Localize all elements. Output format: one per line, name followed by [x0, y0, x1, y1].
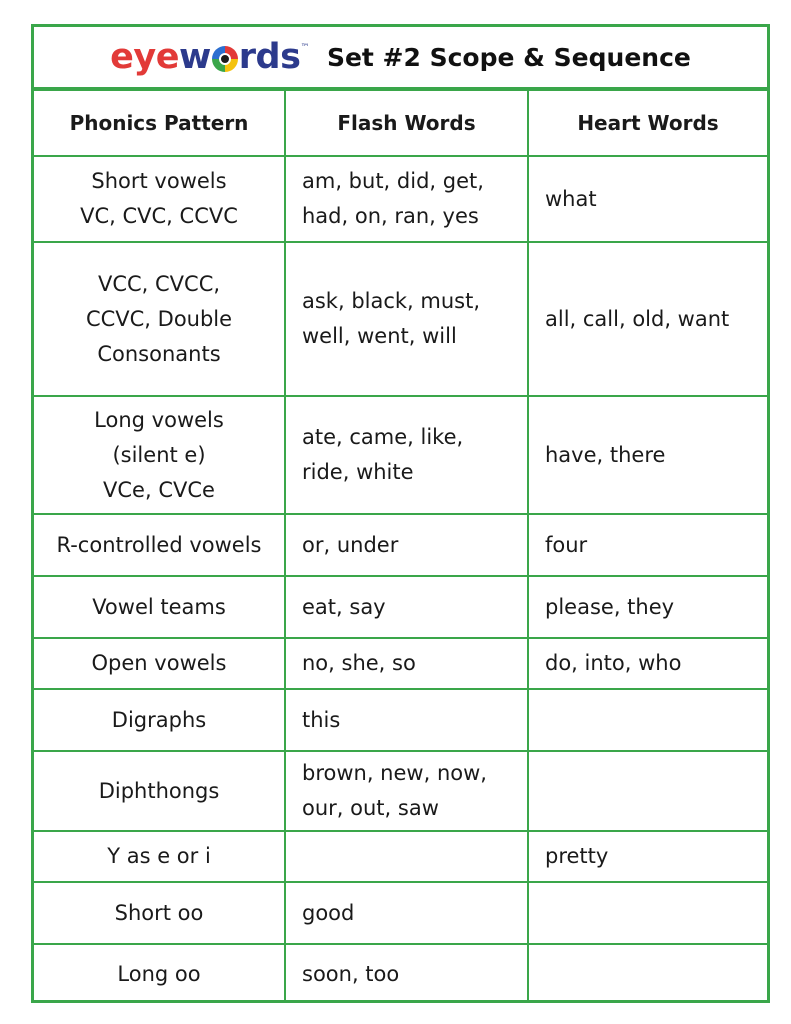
scope-sequence-chart — [31, 24, 770, 1003]
cell-line: Short oo — [114, 900, 204, 925]
cell-line: VCe, CVCe — [103, 477, 215, 502]
cell-line: Diphthongs — [98, 778, 220, 803]
phonics-pattern-cell — [34, 396, 285, 514]
cell-line: R-controlled vowels — [56, 532, 262, 557]
cell-line: Long vowels — [94, 407, 224, 432]
flash-words-cell — [285, 638, 528, 689]
cell-line: Long oo — [117, 961, 201, 986]
heart-words-cell — [528, 242, 767, 396]
heart-words-cell — [528, 831, 767, 882]
table-row — [34, 689, 767, 751]
phonics-pattern-cell — [34, 882, 285, 944]
table-row — [34, 638, 767, 689]
flash-words-cell — [285, 396, 528, 514]
cell-line: no, she, so — [302, 651, 416, 675]
cell-line: or, under — [302, 532, 399, 557]
heart-words-cell — [528, 514, 767, 576]
flash-words-cell — [285, 831, 528, 882]
phonics-pattern-cell — [34, 242, 285, 396]
trademark-mark: ™ — [300, 43, 309, 53]
table-row — [34, 396, 767, 514]
cell-line: CCVC, Double — [85, 306, 233, 331]
heart-words-cell — [528, 689, 767, 751]
cell-line: VC, CVC, CCVC — [80, 204, 238, 228]
phonics-pattern-cell — [34, 751, 285, 831]
cell-line: VCC, CVCC, — [97, 271, 221, 296]
flash-words-cell — [285, 576, 528, 638]
column-header-flash-words: Flash Words — [285, 91, 528, 156]
cell-line: this — [302, 707, 341, 732]
phonics-pattern-cell — [34, 831, 285, 882]
cell-line: eat, say — [302, 594, 386, 619]
logo-text-eye: eye — [110, 37, 179, 77]
table-row — [34, 882, 767, 944]
flash-words-cell — [285, 514, 528, 576]
cell-line: do, into, who — [545, 651, 682, 675]
table-row — [34, 831, 767, 882]
heart-words-cell — [528, 396, 767, 514]
table-row — [34, 514, 767, 576]
phonics-pattern-cell — [34, 156, 285, 242]
scope-table — [34, 91, 767, 1003]
cell-line: brown, new, now, — [302, 761, 487, 785]
phonics-pattern-cell — [34, 576, 285, 638]
heart-words-cell — [528, 638, 767, 689]
logo-text-w: w — [178, 37, 211, 77]
cell-line: ride, white — [302, 460, 414, 484]
cell-line: pretty — [545, 844, 609, 868]
phonics-pattern-cell — [34, 514, 285, 576]
phonics-pattern-cell — [34, 689, 285, 751]
logo-text-rds: rds — [238, 37, 301, 77]
table-row — [34, 944, 767, 1003]
cell-line: am, but, did, get, — [302, 169, 484, 193]
cell-line: ask, black, must, — [302, 289, 481, 313]
flash-words-cell — [285, 156, 528, 242]
flash-words-cell — [285, 882, 528, 944]
cell-line: all, call, old, want — [545, 306, 730, 331]
heart-words-cell — [528, 944, 767, 1003]
table-row — [34, 751, 767, 831]
heart-words-cell — [528, 576, 767, 638]
heart-words-cell — [528, 751, 767, 831]
cell-line: had, on, ran, yes — [302, 204, 479, 228]
cell-line: Digraphs — [111, 707, 207, 732]
heart-words-cell — [528, 156, 767, 242]
table-row — [34, 242, 767, 396]
eyewords-logo — [110, 37, 327, 77]
page-title: Set #2 Scope & Sequence — [326, 42, 691, 72]
cell-line: our, out, saw — [302, 796, 439, 820]
cell-line: Vowel teams — [92, 594, 226, 619]
eye-icon — [212, 46, 238, 72]
table-row — [34, 156, 767, 242]
chart-header — [34, 27, 767, 91]
column-header-phonics-pattern: Phonics Pattern — [34, 91, 285, 156]
cell-line: good — [302, 900, 355, 925]
cell-line: well, went, will — [302, 324, 457, 348]
heart-words-cell — [528, 882, 767, 944]
flash-words-cell — [285, 751, 528, 831]
cell-line: Consonants — [97, 341, 221, 366]
table-row — [34, 576, 767, 638]
cell-line: what — [545, 186, 597, 211]
table-body — [34, 156, 767, 1003]
cell-line: please, they — [545, 594, 675, 619]
phonics-pattern-cell — [34, 638, 285, 689]
cell-line: ate, came, like, — [302, 425, 464, 449]
column-header-heart-words: Heart Words — [528, 91, 767, 156]
cell-line: four — [545, 532, 588, 557]
cell-line: soon, too — [302, 961, 400, 986]
header-row — [34, 91, 767, 156]
flash-words-cell — [285, 242, 528, 396]
cell-line: (silent e) — [112, 442, 206, 467]
cell-line: Open vowels — [91, 651, 227, 675]
flash-words-cell — [285, 944, 528, 1003]
cell-line: have, there — [545, 442, 666, 467]
phonics-pattern-cell — [34, 944, 285, 1003]
cell-line: Y as e or i — [107, 844, 211, 868]
cell-line: Short vowels — [91, 169, 227, 193]
flash-words-cell — [285, 689, 528, 751]
